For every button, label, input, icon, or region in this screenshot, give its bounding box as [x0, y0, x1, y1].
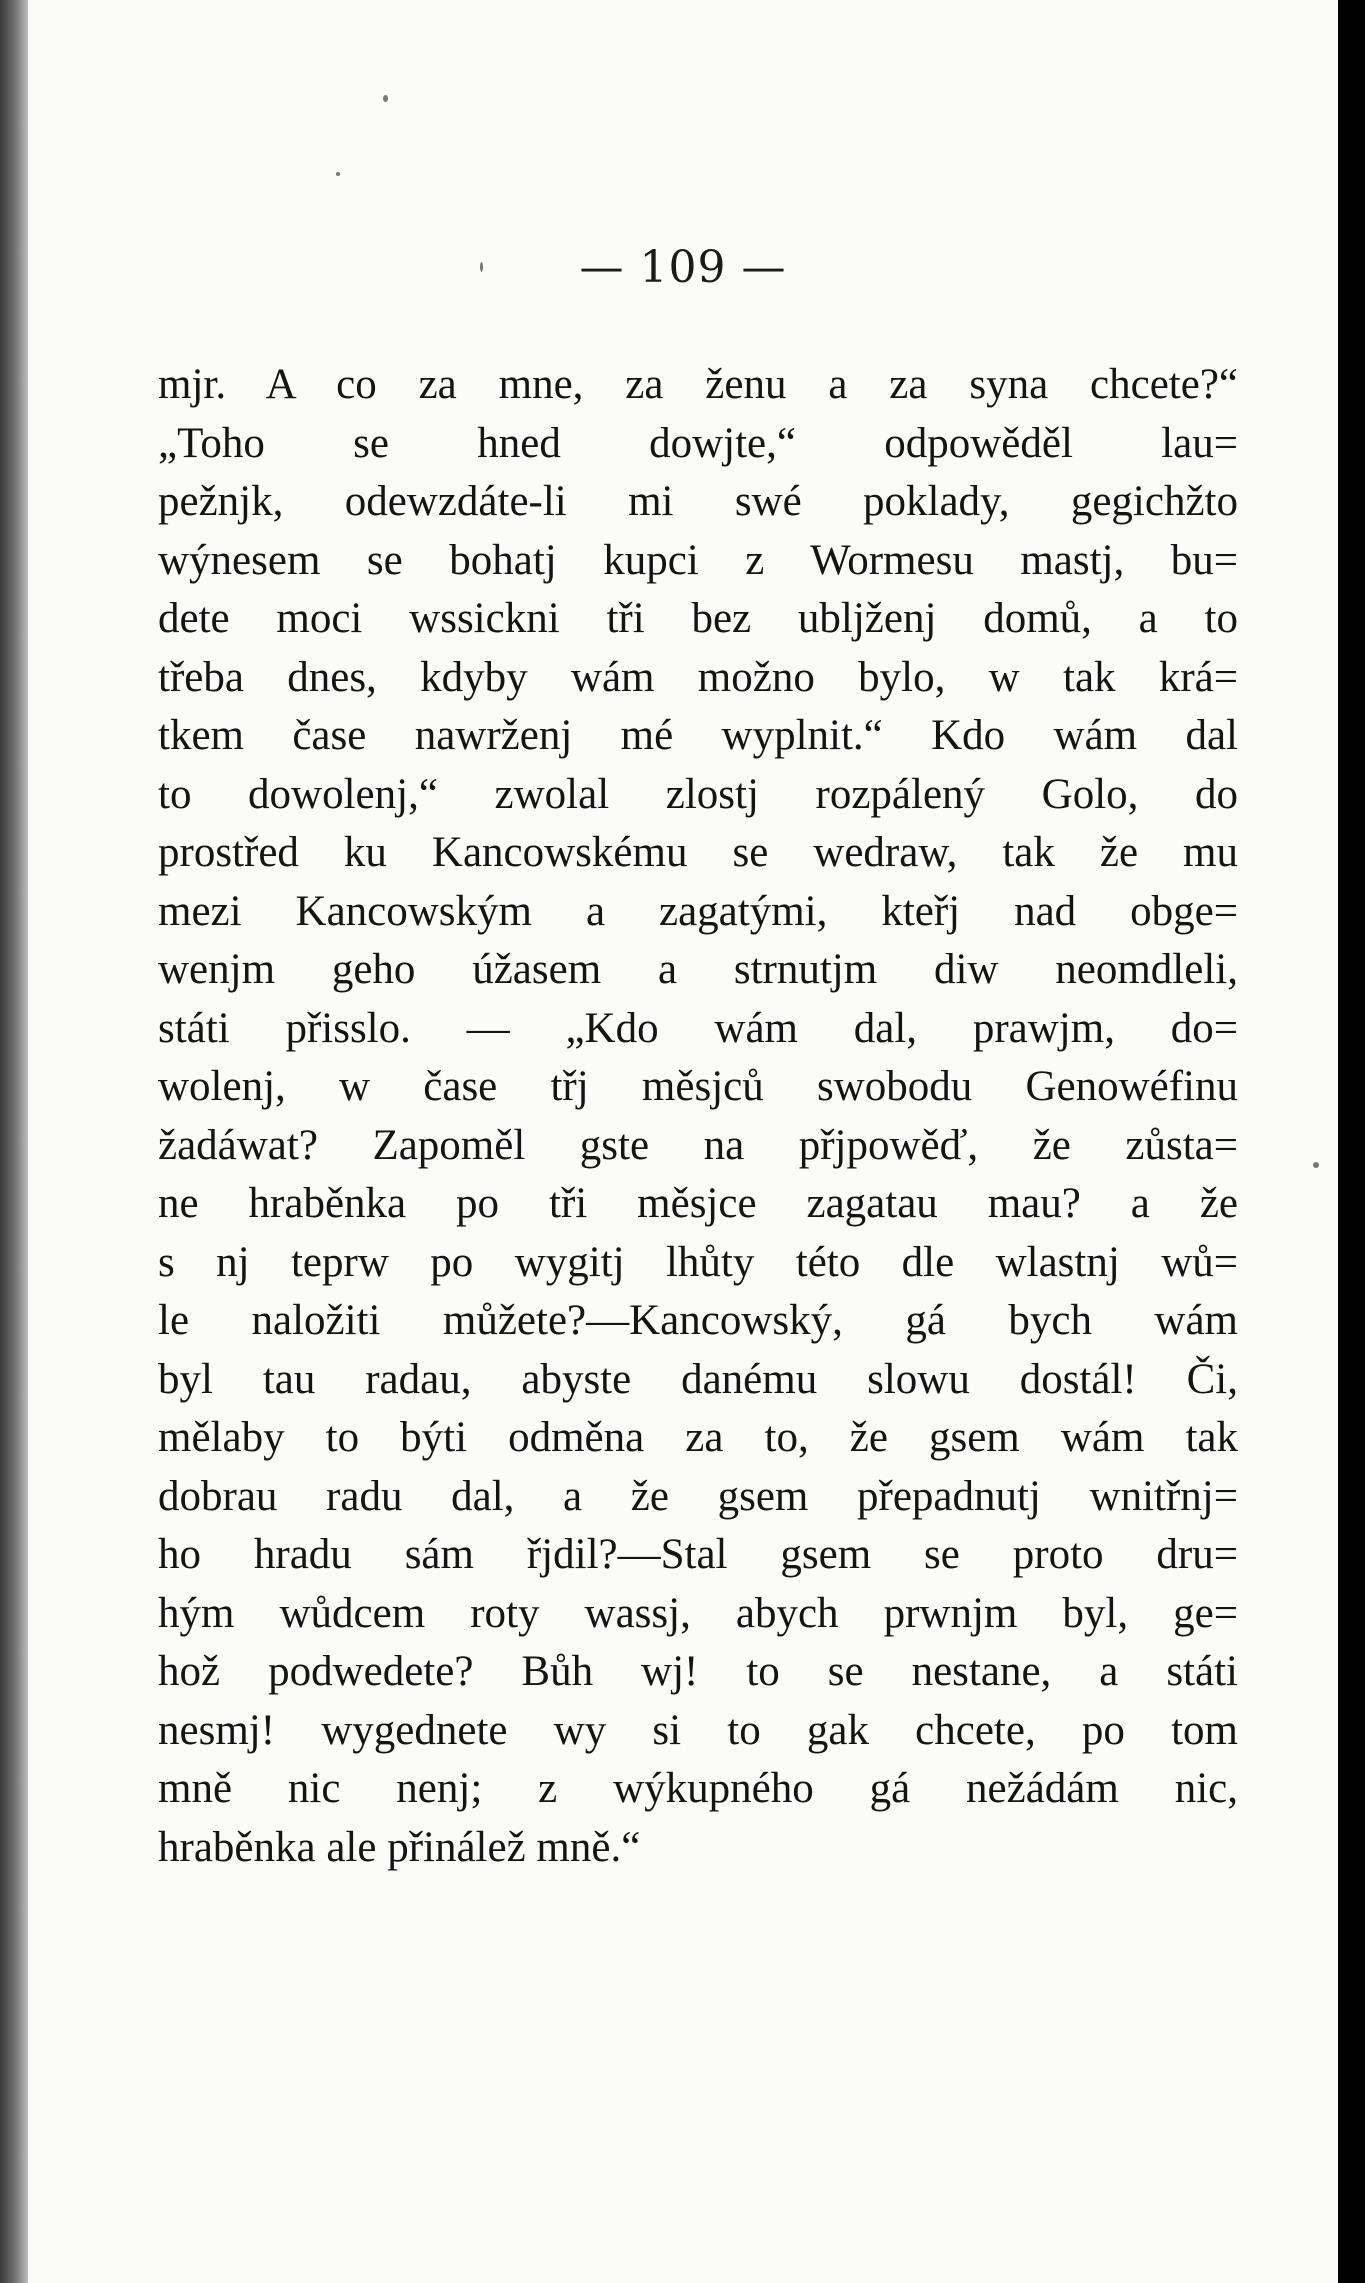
page-number-header: — 109 —	[579, 242, 787, 293]
text-line: wenjm geho úžasem a strnutjm diw neomdleli,	[158, 946, 1238, 993]
text-line: wolenj, w čase třj měsjců swobodu Genowéfinu	[158, 1063, 1238, 1110]
text-line: pežnjk, odewzdáte-li mi swé poklady, gegichžto	[158, 478, 1238, 525]
text-line: hraběnka ale přinálež mně.“	[158, 1823, 641, 1871]
text-line: hož podwedete? Bůh wj! to se nestane, a státi	[158, 1648, 1238, 1695]
text-line: mezi Kancowským a zagatými, kteřj nad obge=	[158, 887, 1238, 935]
paper-speck	[1313, 1162, 1319, 1168]
text-line: mně nic nenj; z wýkupného gá nežádám nic,	[158, 1765, 1238, 1812]
text-line: prostřed ku Kancowskému se wedraw, tak že mu	[158, 829, 1238, 876]
text-line: tkem čase nawrženj mé wyplnit.“ Kdo wám dal	[158, 712, 1238, 759]
scan-edge-right	[1338, 0, 1365, 2283]
text-line: wýnesem se bohatj kupci z Wormesu mastj, bu=	[158, 536, 1238, 584]
text-line: mjr. A co za mne, za ženu a za syna chcete?“	[158, 361, 1238, 408]
text-line: dete moci wssickni tři bez ublјženj domů, a to	[158, 595, 1238, 642]
text-line: dobrau radu dal, a že gsem přepadnutj wnitřnj=	[158, 1472, 1238, 1520]
paper-speck	[383, 95, 388, 102]
text-line: hým wůdcem roty wassj, abych prwnjm byl, ge=	[158, 1589, 1238, 1637]
text-line: le naložiti můžete?—Kancowský, gá bych wám	[158, 1297, 1238, 1344]
text-line: ho hradu sám řjdil?—Stal gsem se proto dru=	[158, 1531, 1238, 1578]
paper-speck	[336, 172, 340, 176]
text-line: mělaby to býti odměna za to, že gsem wám tak	[158, 1414, 1238, 1461]
book-page	[28, 0, 1338, 2283]
text-line: žadáwat? Zapoměl gste na přjpowěď, že zůsta=	[158, 1121, 1238, 1169]
text-line: byl tau radau, abyste danému slowu dostál! Či,	[158, 1355, 1238, 1403]
text-line: to dowolenj,“ zwolal zlostj rozpálený Golo, do	[158, 770, 1238, 818]
text-line: s nj teprw po wygitj lhůty této dle wlastnj wů=	[158, 1238, 1238, 1286]
text-line: státi přisslo. — „Kdo wám dal, prawjm, do=	[158, 1004, 1238, 1052]
body-text	[158, 356, 1238, 1877]
text-line: třeba dnes, kdyby wám možno bylo, w tak krá=	[158, 653, 1238, 701]
scan-edge-left	[0, 0, 28, 2283]
text-line: „Toho se hned dowjte,“ odpowěděl lau=	[158, 419, 1238, 467]
text-line: ne hraběnka po tři měsjce zagatau mau? a že	[158, 1180, 1238, 1227]
text-line: nesmj! wygednete wy si to gak chcete, po tom	[158, 1706, 1238, 1754]
